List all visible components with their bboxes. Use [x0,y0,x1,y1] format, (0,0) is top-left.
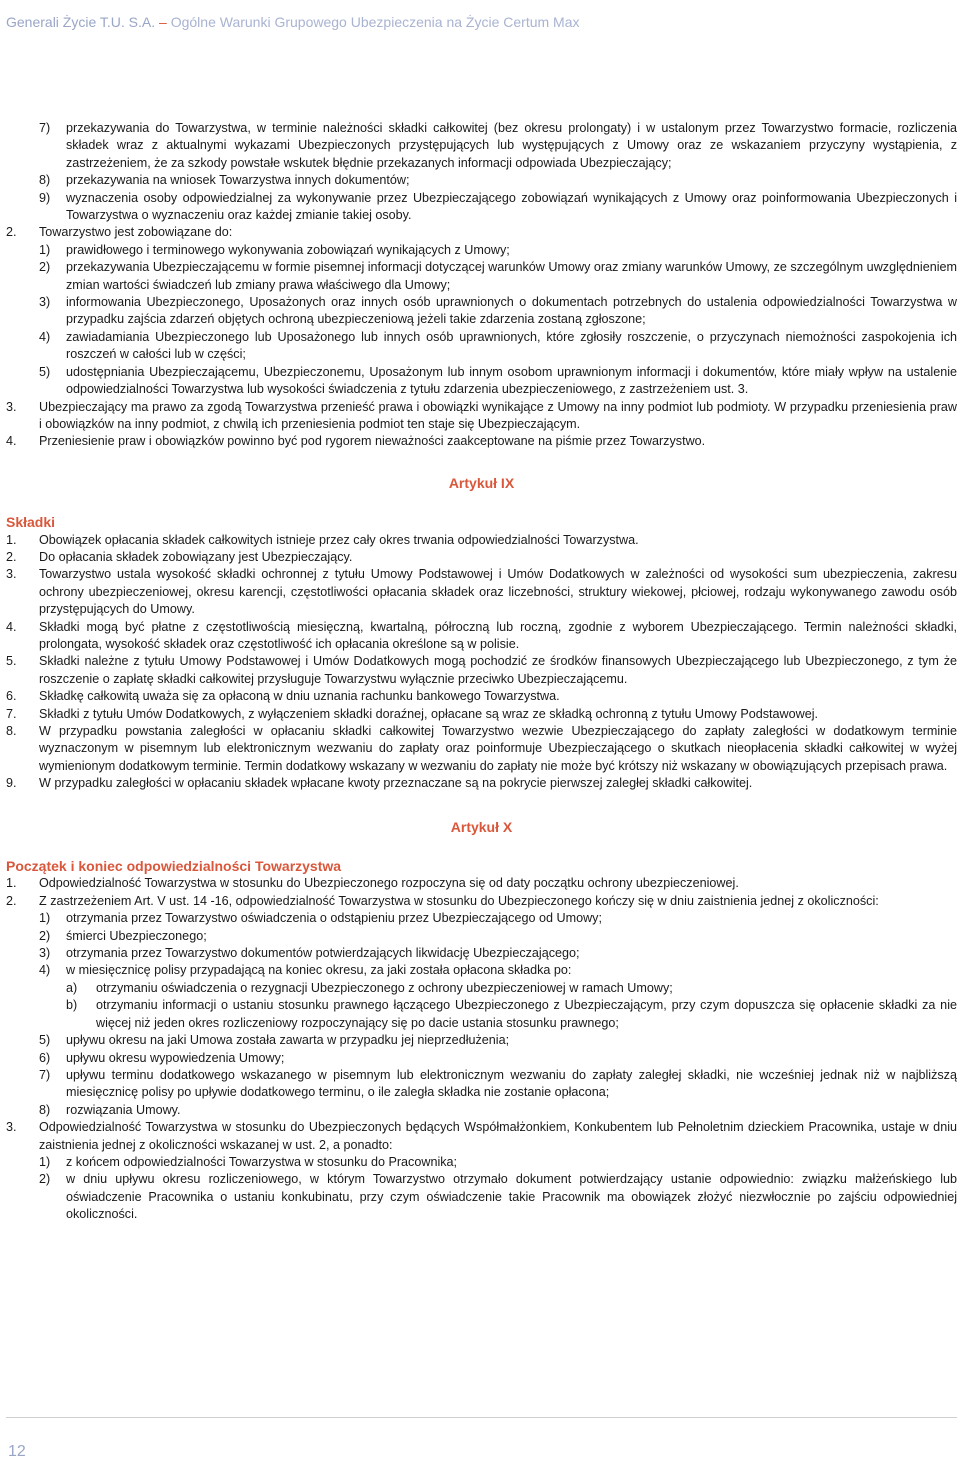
numbered-paragraph [6,688,957,705]
document-title: Ogólne Warunki Grupowego Ubezpieczenia na Życie Certum Max [170,14,580,30]
paragraph-2 [6,224,957,241]
list-item [6,364,957,399]
item-number: 5) [39,1033,51,1048]
paragraph-number: 1. [6,876,17,891]
list-item [6,1032,957,1049]
item-number: 7. [6,706,17,721]
numbered-paragraph [6,549,957,566]
paragraph-2 [6,893,957,910]
item-text: otrzymaniu informacji o ustaniu stosunku prawnego łączącego Ubezpieczonego z Ubezpieczającym, przy czym dopuszcza się opłacenie składki za nie więcej niż jeden okres rozliczeniowy rozpoczynający się po dacie ustania stosunku prawnego; [96,998,957,1030]
item-text: Obowiązek opłacania składek całkowitych istnieje przez cały okres trwania odpowiedzialności Towarzystwa. [39,532,639,547]
article-10-section-title: Początek i koniec odpowiedzialności Towarzystwa [6,858,342,875]
numbered-paragraph [6,566,957,618]
item-text: otrzymaniu oświadczenia o rezygnacji Ubezpieczonego z ochrony ubezpieczeniowej w ramach Umowy; [96,980,673,995]
list-item [6,1067,957,1102]
paragraph-3 [6,1119,957,1154]
item-text: W przypadku zaległości w opłacaniu składek wpłacane kwoty przeznaczane są na pokrycie pierwszej zaległej składki całkowitej. [39,776,753,791]
list-item [6,1102,957,1119]
item-text: wyznaczenia osoby odpowiedzialnej za wykonywanie przez Ubezpieczającego zobowiązań wynikających z Umowy oraz poinformowania Ubezpieczonych i Towarzystwa o wyznaczeniu oraz każdej zmianie takiej osoby. [66,190,957,223]
article-9-section-title: Składki [6,514,56,531]
item-text: Składki należne z tytułu Umowy Podstawowej i Umów Dodatkowych mogą pochodzić ze środków finansowych Ubezpieczającego lub Ubezpieczonego, z tym że roszczenie o zapłatę składki całkowitej przysługuje Towarzystwu wyłącznie przeciwko Ubezpieczającemu. [39,654,957,686]
item-text: w dniu upływu okresu rozliczeniowego, w którym Towarzystwo otrzymało dokument potwierdzający ustanie odpowiednio: związku małżeńskiego lub oświadczenie Pracownika o ustaniu konkubinatu, przy czym oświadczenie takie Pracownik ma obowiązek złożyć niezwłocznie po zajściu odpowiedniej okoliczności. [66,1172,957,1222]
item-number: 8. [6,724,17,738]
item-text: przekazywania do Towarzystwa, w terminie należności składki całkowitej (bez okresu prolongaty) i w ustalonym przez Towarzystwo formacie, rozliczenia składek wraz z aktualnymi wykazami Ubezpieczonych przystępujących lub występujących z Umowy oraz ze wskazaniem przyczyny wystąpienia, z zastrzeżeniem, że za szkody powstałe wskutek błędnie przekazanych informacji odpowiada Ubezpieczający; [66,121,957,170]
list-item [6,1154,957,1171]
item-text: Składki mogą być płatne z częstotliwością miesięczną, kwartalną, półroczną lub roczną, zgodnie z wyborem Ubezpieczającego. Termin należności składki, prolongata, wysokość składek oraz częstotliwość ich opłacania określone są w polisie. [39,619,957,651]
item-number: a) [66,980,78,995]
document-header [6,14,580,30]
item-number: 6) [39,1050,51,1065]
document-body [6,120,957,1224]
list-item [6,928,957,945]
item-number: 8) [39,173,51,188]
item-number: 6. [6,689,17,704]
company-name: Generali Życie T.U. S.A. [6,14,156,30]
article-10-title: Artykuł X [450,818,513,835]
family-termination-list [6,1154,957,1224]
item-number: 4) [39,963,51,978]
list-item [6,962,957,979]
item-text: w miesięcznicę polisy przypadającą na koniec okresu, za jaki została opłacona składka po: [66,963,572,978]
paragraph-text: Odpowiedzialność Towarzystwa w stosunku do Ubezpieczonego rozpoczyna się od daty początku ochrony ubezpieczeniowej. [39,876,739,891]
item-number: 1) [39,242,51,257]
header-separator: – [159,14,167,30]
paragraph-1 [6,875,957,892]
item-text: z końcem odpowiedzialności Towarzystwa w stosunku do Pracownika; [66,1154,458,1169]
item-number: 4. [6,619,17,634]
item-text: przekazywania Ubezpieczającemu w formie pisemnej informacji dotyczącej warunków Umowy oraz zmiany warunków Umowy, ze szczególnym uwzględnieniem zmian wartości świadczeń lub zmiany prawa właściwego dla Umowy; [66,260,957,292]
paragraph-number: 2. [6,893,17,908]
list-item [6,259,957,294]
list-item [6,120,957,172]
item-text: informowania Ubezpieczonego, Uposażonych oraz innych osób uprawnionych o dokumentach potrzebnych do ustalenia odpowiedzialności Towarzystwa w przypadku zajścia zdarzeń objętych ochroną ubezpieczeniową jeżeli takie zdarzenia zostaną zgłoszone; [66,295,957,327]
paragraph-number: 3. [6,399,17,414]
item-text: W przypadku powstania zaległości w opłacaniu składki całkowitej Towarzystwo wezwie Ubezpieczającego do zapłaty zaległości w dodatkowym terminie wyznaczonym w pisemnym lub elektronicznym wezwaniu do zapłaty oraz poinformuje Ubezpieczającego o skutkach nieopłacenia składki całkowitej w wyżej wymienionym dodatkowym terminie. Termin dodatkowy wskazany w wezwaniu do zapłaty nie może być krótszy niż wskazany w obowiązujących przepisach prawa. [39,724,957,773]
item-number: 8) [39,1102,51,1117]
item-text: śmierci Ubezpieczonego; [66,928,207,943]
sub-list-item [6,997,957,1032]
item-number: 1. [6,532,17,547]
termination-circumstances-list-continued [6,1032,957,1119]
item-number: 3. [6,567,17,582]
obligations-list [6,120,957,224]
paragraph-3 [6,399,957,434]
item-number: 1) [39,911,51,926]
item-number: 7) [39,121,51,135]
item-number: 2) [39,1172,51,1187]
item-text: rozwiązania Umowy. [66,1102,181,1117]
item-text: otrzymania przez Towarzystwo oświadczenia o odstąpieniu przez Ubezpieczającego od Umowy; [66,911,602,926]
item-number: 5) [39,364,51,379]
footer-divider [6,1417,957,1418]
item-text: Składkę całkowitą uważa się za opłaconą w dniu uznania rachunku bankowego Towarzystwa. [39,689,560,704]
item-number: 1) [39,1154,51,1169]
item-text: przekazywania na wniosek Towarzystwa innych dokumentów; [66,173,410,188]
item-number: 2) [39,260,51,275]
list-item [6,294,957,329]
item-text: prawidłowego i terminowego wykonywania zobowiązań wynikających z Umowy; [66,242,510,257]
item-number: 4) [39,329,51,344]
list-item [6,1171,957,1223]
numbered-paragraph [6,706,957,723]
article-9-title: Artykuł IX [448,474,515,491]
paragraph-text: Z zastrzeżeniem Art. V ust. 14 -16, odpowiedzialność Towarzystwa w stosunku do Ubezpieczonego kończy się w dniu zaistnienia jednej z okoliczności: [39,893,879,908]
paragraph-text: Towarzystwo jest zobowiązane do: [39,225,233,240]
item-text: Towarzystwo ustala wysokość składki ochronnej z tytułu Umowy Podstawowej i Umów Dodatkowych w zależności od wysokości sum ubezpieczenia, zakresu ochrony ubezpieczeniowej, okresu karencji, częstotliwości opłacania składek oraz liczebności, struktury wiekowej, płciowej, rodzaju wykonywanego zawodu osób przystępujących do Umowy. [39,567,957,617]
list-item [6,172,957,189]
numbered-paragraph [6,723,957,775]
item-number: 2) [39,928,51,943]
paragraph-text: Przeniesienie praw i obowiązków powinno być pod rygorem nieważności zaakceptowane na piśmie przez Towarzystwo. [39,434,706,449]
item-text: upływu okresu na jaki Umowa została zawarta w przypadku jej nieprzedłużenia; [66,1033,510,1048]
paragraph-number: 2. [6,225,17,240]
paragraph-number: 4. [6,434,17,449]
numbered-paragraph [6,532,957,549]
list-item [6,329,957,364]
numbered-paragraph [6,619,957,654]
item-number: 9. [6,776,17,791]
item-text: udostępniania Ubezpieczającemu, Ubezpieczonemu, Uposażonym lub innym osobom uprawnionym informacji i dokumentów, które miały wpływ na ustalenie odpowiedzialności Towarzystwa lub wysokości świadczenia z tytułu zdarzenia ubezpieczeniowego, z zastrzeżeniem ust. 3. [66,364,957,397]
termination-sub-list [6,980,957,1032]
paragraph-4 [6,433,957,450]
item-text: otrzymania przez Towarzystwo dokumentów potwierdzających likwidację Ubezpieczającego; [66,946,580,961]
list-item [6,910,957,927]
list-item [6,945,957,962]
item-text: zawiadamiania Ubezpieczonego lub Uposażonego lub innych osób uprawnionych, które zgłosiły roszczenie, o przyczynach niemożności zaspokojenia ich roszczeń w całości lub w części; [66,329,957,362]
paragraph-number: 3. [6,1120,17,1135]
item-number: 3) [39,946,51,961]
paragraph-text: Ubezpieczający ma prawo za zgodą Towarzystwa przenieść prawa i obowiązki wynikające z Umowy na inny podmiot lub podmioty. W przypadku przeniesienia praw i obowiązków na inny podmiot, z chwilą ich przeniesienia podmiot ten staje się Ubezpieczającym. [39,399,957,431]
list-item [6,1050,957,1067]
item-text: Składki z tytułu Umów Dodatkowych, z wyłączeniem składki doraźnej, opłacane są wraz ze składką ochronną z tytułu Umowy Podstawowej. [39,706,819,721]
sub-list-item [6,980,957,997]
page-number: 12 [8,1443,26,1460]
item-number: 2. [6,549,17,564]
item-text: Do opłacania składek zobowiązany jest Ubezpieczający. [39,549,353,564]
item-number: 9) [39,190,51,205]
list-item [6,190,957,225]
item-number: 3) [39,295,51,310]
paragraph-text: Odpowiedzialność Towarzystwa w stosunku do Ubezpieczonych będących Współmałżonkiem, Konkubentem lub Pełnoletnim dzieckiem Pracownika, ustaje w dniu zaistnienia jednej z okoliczności wskazanej w ust. 2, a ponadto: [39,1120,957,1152]
item-text: upływu terminu dodatkowego wskazanego w pisemnym lub elektronicznym wezwaniu do zapłaty zaległej składki, nie wcześniej jednak niż w najbliższą miesięcznicę polisy po upływie dodatkowego terminu, o ile zaległa składka nie zostanie opłacona; [66,1067,957,1100]
numbered-paragraph [6,775,957,792]
premiums-list [6,532,957,793]
list-item [6,242,957,259]
insurer-obligations-list [6,242,957,399]
numbered-paragraph [6,653,957,688]
termination-circumstances-list [6,910,957,980]
item-number: b) [66,998,78,1013]
item-text: upływu okresu wypowiedzenia Umowy; [66,1050,285,1065]
item-number: 5. [6,654,17,669]
item-number: 7) [39,1067,51,1082]
